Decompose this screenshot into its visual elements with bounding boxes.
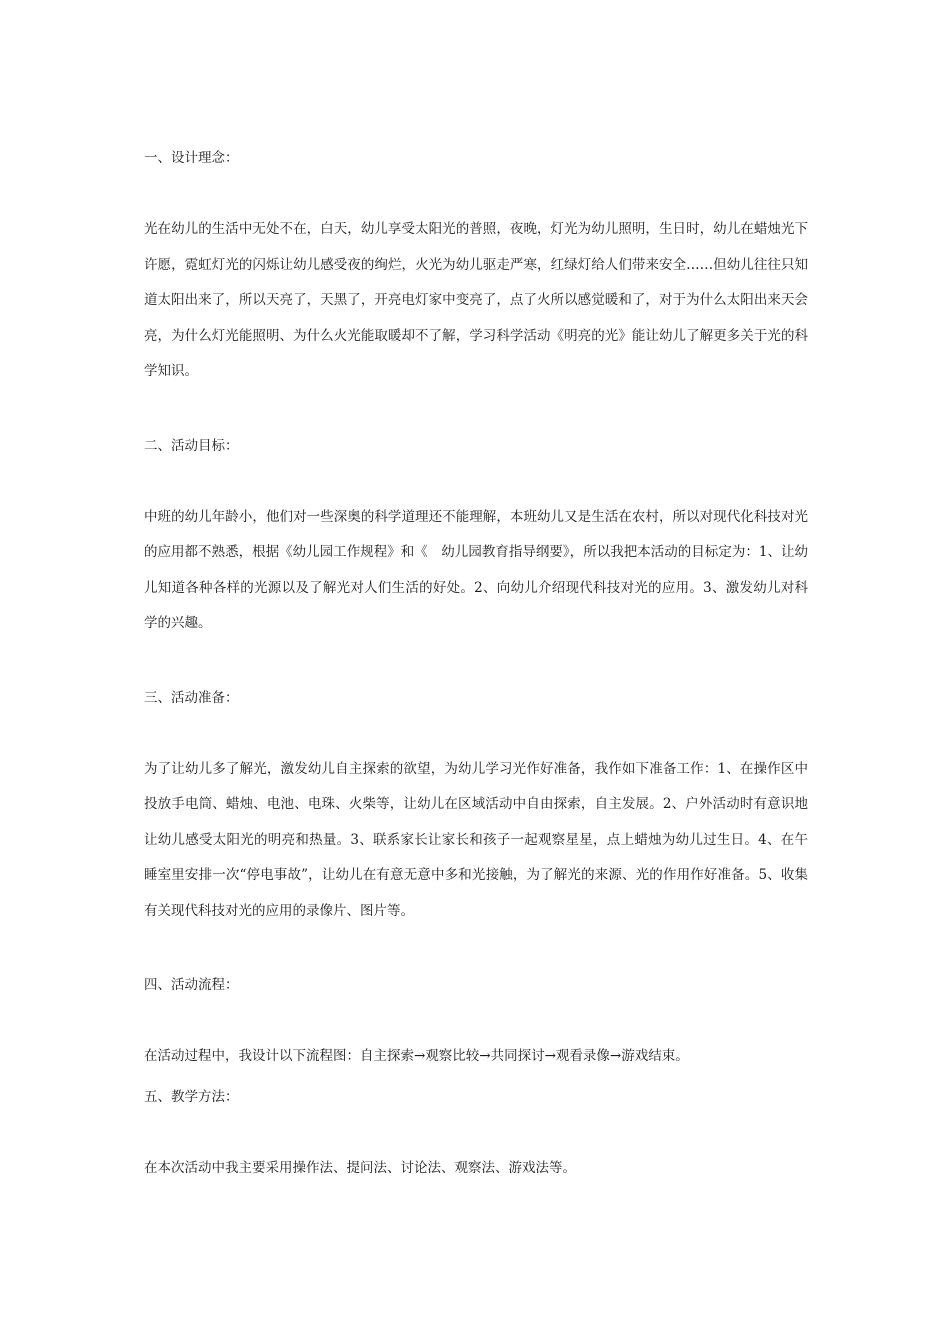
- section-heading-activity-goals: 二、活动目标：: [144, 437, 239, 454]
- section-heading-teaching-methods: 五、教学方法：: [144, 1088, 239, 1105]
- section-heading-activity-preparation: 三、活动准备：: [144, 689, 239, 706]
- section-body-activity-flow: 在活动过程中，我设计以下流程图：自主探索→观察比较→共同探讨→观看录像→游戏结束。: [144, 1048, 689, 1064]
- section-body-activity-goals: 中班的幼儿年龄小，他们对一些深奥的科学道理还不能理解，本班幼儿又是生活在农村，所以对现代化科技对光的应用都不熟悉，根据《幼儿园工作规程》和《 幼儿园教育指导纲要》，所以我把本活动的目标定为：1、让幼儿知道各种各样的光源以及了解光对人们生活的好处。2、向幼儿介绍现代科技对光的应用。3、激发幼儿对科学的兴趣。: [144, 508, 808, 631]
- section-body-teaching-methods: 在本次活动中我主要采用操作法、提问法、讨论法、观察法、游戏法等。: [144, 1159, 576, 1176]
- section-heading-design-concept: 一、设计理念：: [144, 150, 239, 166]
- section-body-activity-preparation: 为了让幼儿多了解光，激发幼儿自主探索的欲望，为幼儿学习光作好准备，我作如下准备工作：1、在操作区中投放手电筒、蜡烛、电池、电珠、火柴等，让幼儿在区域活动中自由探索，自主发展。2、户外活动时有意识地让幼儿感受太阳光的明亮和热量。3、联系家长让家长和孩子一起观察星星，点上蜡烛为幼儿过生日。4、在午睡室里安排一次“停电事故”，让幼儿在有意无意中多和光接触，为了解光的来源、光的作用作好准备。5、收集有关现代科技对光的应用的录像片、图片等。: [144, 760, 808, 919]
- document-body: [144, 146, 808, 1186]
- section-body-design-concept: 光在幼儿的生活中无处不在，白天，幼儿享受太阳光的普照，夜晚，灯光为幼儿照明，生日时，幼儿在蜡烛光下许愿，霓虹灯光的闪烁让幼儿感受夜的绚烂，火光为幼儿驱走严寒，红绿灯给人们带来安全……但幼儿往往只知道太阳出来了，所以天亮了，天黑了，开亮电灯家中变亮了，点了火所以感觉暖和了，对于为什么太阳出来天会亮，为什么灯光能照明、为什么火光能取暖却不了解，学习科学活动《明亮的光》能让幼儿了解更多关于光的科学知识。: [144, 221, 808, 379]
- section-heading-activity-flow: 四、活动流程：: [144, 977, 239, 993]
